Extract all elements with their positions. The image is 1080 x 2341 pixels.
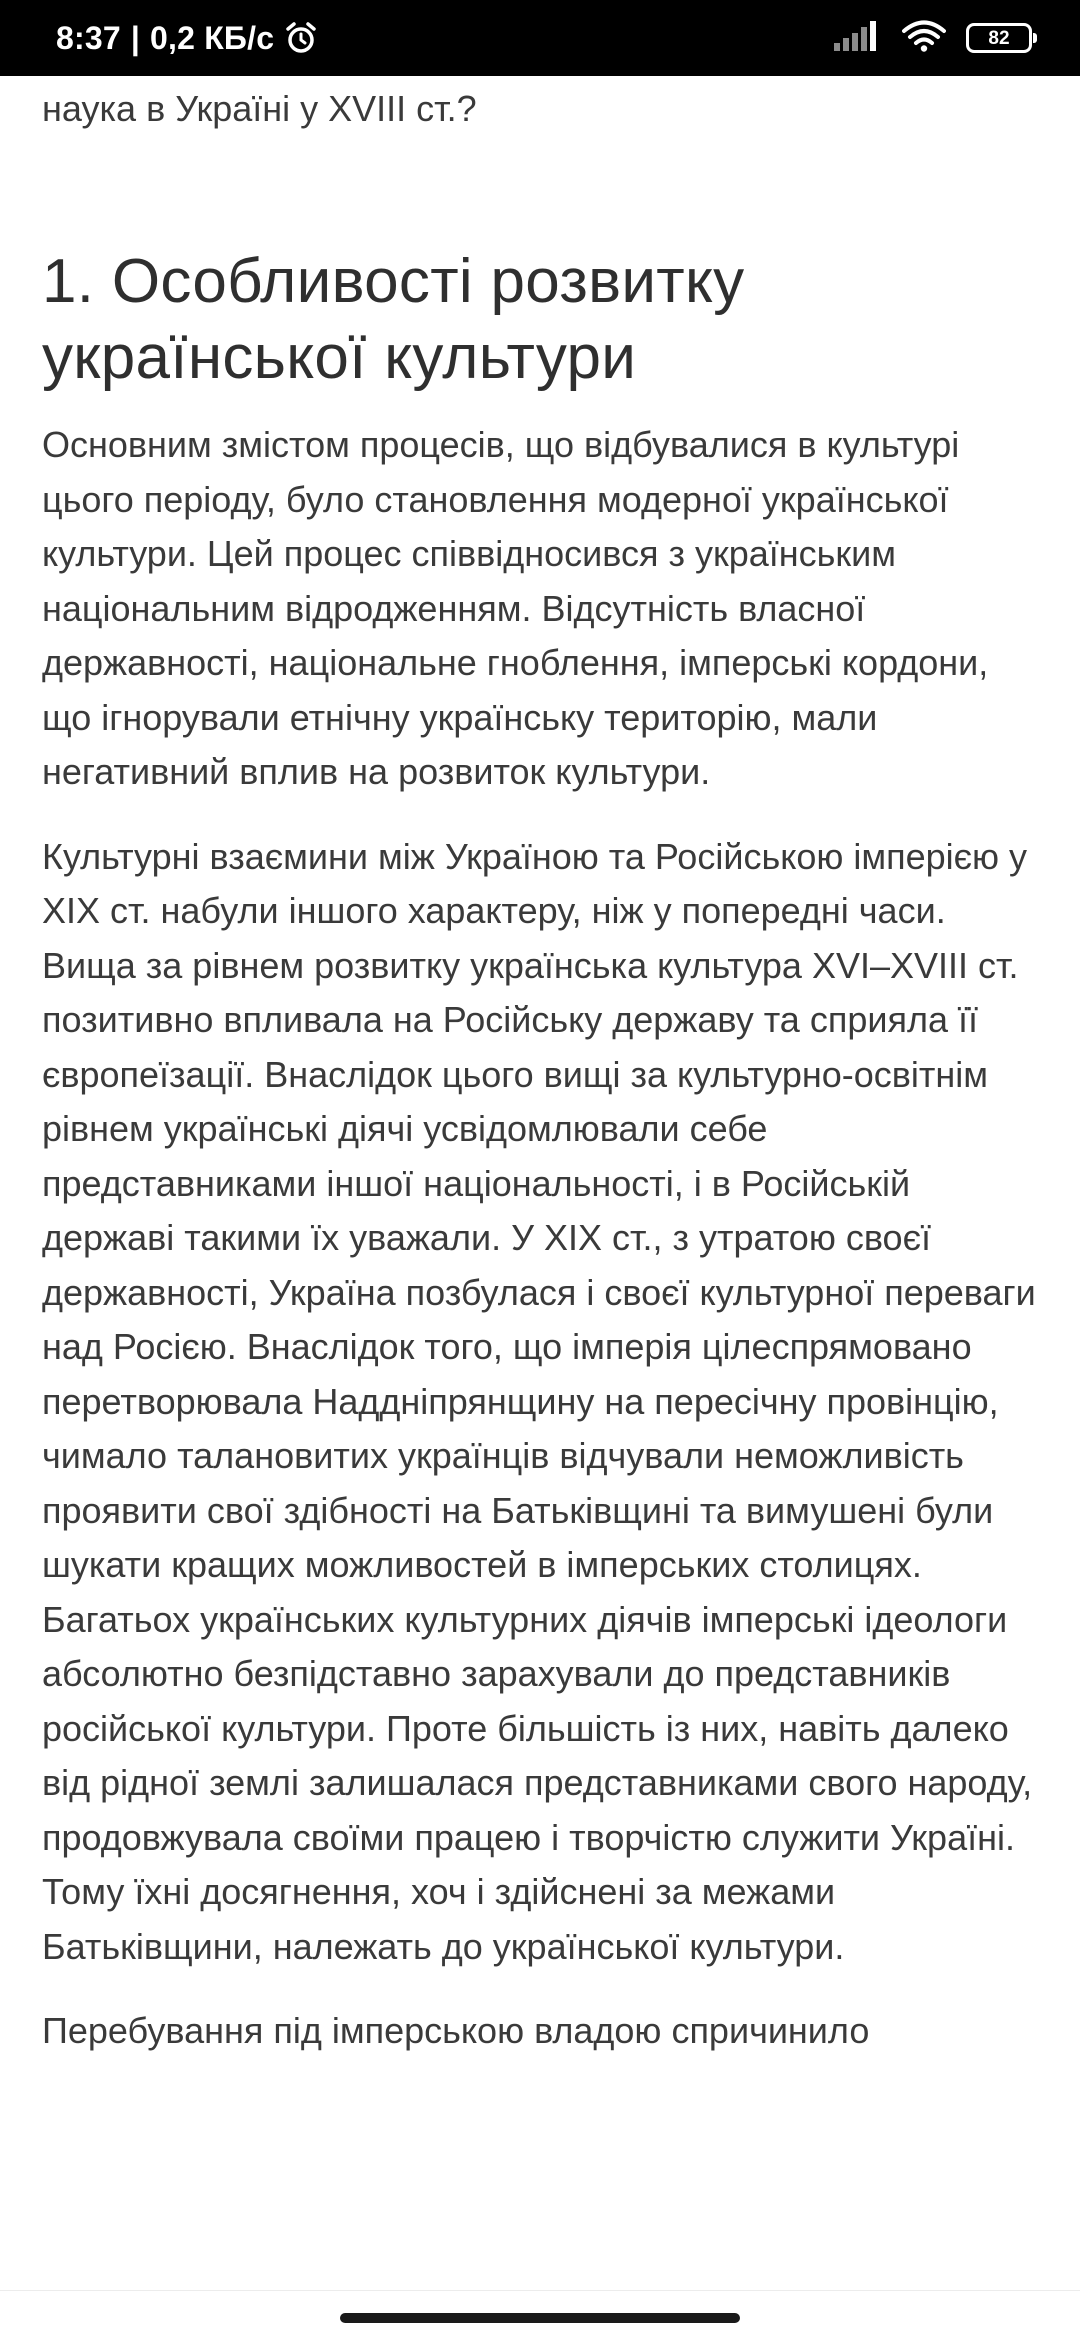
alarm-icon <box>284 21 318 55</box>
network-speed: 0,2 КБ/с <box>150 19 275 56</box>
clock: 8:37 <box>56 19 121 56</box>
article-content <box>42 76 1042 2059</box>
home-gesture-bar[interactable] <box>340 2313 740 2323</box>
wifi-icon <box>902 20 946 57</box>
battery-level: 82 <box>988 27 1010 49</box>
status-bar <box>0 0 1080 76</box>
status-separator: | <box>130 19 141 56</box>
section-title: 1. Особливості розвитку української культури <box>42 247 745 392</box>
signal-icon <box>834 21 882 56</box>
status-left <box>56 20 318 57</box>
article-paragraph: Перебування під імперською владою спричинило <box>42 2010 870 2051</box>
previous-question-line: наука в Україні у XVIII ст.? <box>42 88 477 129</box>
battery-icon <box>966 23 1032 53</box>
status-right <box>834 20 1032 57</box>
article-paragraph: Культурні взаємини між Україною та Російською імперією у XIX ст. набули іншого характеру, ніж у попередні часи. Вища за рівнем розвитку українська культура XVI–XVIII ст. позитивно впливала на Російську державу та сприяла її європеїзації. Внаслідок цього вищі за культурно-освітнім рівнем українські діячі усвідомлювали себе представниками іншої національності, і в Російській державі такими їх уважали. У XIX ст., з утратою своєї державності, Україна позбулася і своєї культурної переваги над Росією. Внаслідок того, що імперія цілеспрямовано перетворювала Наддніпрянщину на пересічну провінцію, чимало талановитих українців відчували неможливість проявити свої здібності на Батьківщині та вимушені були шукати кращих можливостей в імперських столицях. Багатьох українських культурних діячів імперські ідеологи абсолютно безпідставно зарахували до представників російської культури. Проте більшість із них, навіть далеко від рідної землі залишалася представниками свого народу, продовжувала своїми працею і творчістю служити Україні. Тому їхні досягнення, хоч і здійснені за межами Батьківщини, належать до української культури. <box>42 835 1036 1967</box>
article-paragraph: Основним змістом процесів, що відбувалися в культурі цього періоду, було становлення модерної української культури. Цей процес співвідносився з українським національним відродженням. Відсутність власної державності, національне гноблення, імперські кордони, що ігнорували етнічну українську територію, мали негативний вплив на розвиток культури. <box>42 424 989 792</box>
